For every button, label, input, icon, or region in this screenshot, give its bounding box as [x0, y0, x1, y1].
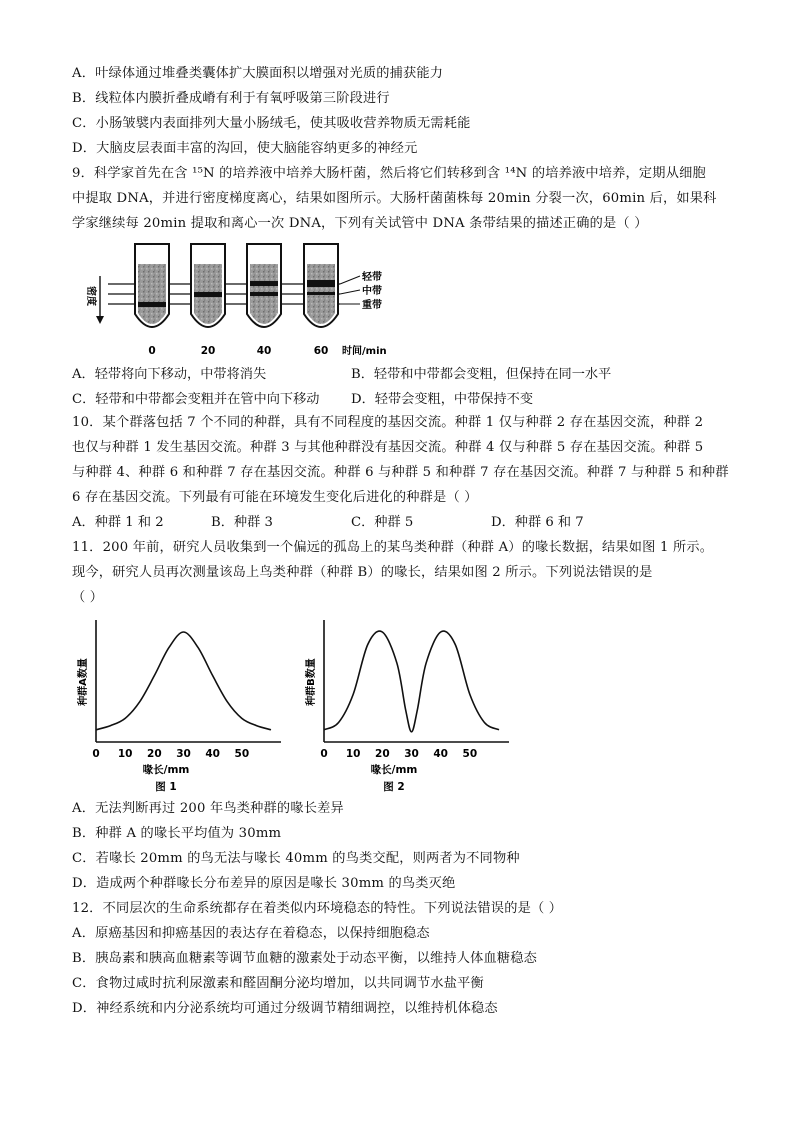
time-label-0: 0 — [148, 345, 156, 357]
x-tick-label: 30 — [404, 748, 419, 760]
tube-0min — [135, 244, 169, 327]
q12-stem: 12．不同层次的生命系统都存在着类似内环境稳态的特性。下列说法错误的是（ ） — [72, 901, 563, 916]
x-tick-label: 20 — [375, 748, 390, 760]
tube-60min — [304, 244, 338, 327]
x-tick-label: 0 — [92, 748, 100, 760]
x-tick-label: 50 — [234, 748, 250, 760]
x-tick-label: 40 — [205, 748, 220, 760]
q9-options-row-1 — [72, 366, 712, 384]
distribution-curve — [324, 631, 499, 732]
q9-option-a: A．轻带将向下移动，中带将消失 — [72, 367, 267, 382]
q10-stem-line-1: 10．某个群落包括 7 个不同的种群，具有不同程度的基因交流。种群 1 仅与种群 2 存在基因交流，种群 2 — [72, 415, 704, 430]
q11-stem-line-2: 现今，研究人员再次测量该岛上鸟类种群（种群 B）的喙长，结果如图 2 所示。下列说法错误的是 — [72, 565, 653, 580]
q8-option-a: A．叶绿体通过堆叠类囊体扩大膜面积以增强对光质的捕获能力 — [72, 66, 444, 81]
q11-option-d: D．造成两个种群喙长分布差异的原因是喙长 30mm 的鸟类灭绝 — [72, 876, 456, 891]
q11-chart-figure-2 — [304, 612, 534, 792]
band-label-heavy: 重带 — [362, 300, 382, 311]
x-tick-label: 40 — [433, 748, 448, 760]
y-axis-label: 种群B数量 — [306, 658, 317, 706]
q9-stem-line-1: 9．科学家首先在含 ¹⁵N 的培养液中培养大肠杆菌，然后将它们转移到含 ¹⁴N 的培养液中培养，定期从细胞 — [72, 166, 706, 181]
q9-stem-line-2: 中提取 DNA，并进行密度梯度离心，结果如图所示。大肠杆菌菌株每 20min 分裂一次，60min 后，如果科 — [72, 191, 717, 206]
q9-stem-line-3: 学家继续每 20min 提取和离心一次 DNA，下列有关试管中 DNA 条带结果的描述正确的是（ ） — [72, 216, 648, 231]
q10-option-d: D．种群 6 和 7 — [491, 515, 584, 530]
q8-option-b: B．线粒体内膜折叠成嵴有利于有氧呼吸第三阶段进行 — [72, 91, 390, 106]
q10-option-a: A．种群 1 和 2 — [72, 515, 164, 530]
time-label-20: 20 — [200, 345, 216, 357]
q11-stem-line-3: （ ） — [72, 590, 104, 605]
q10-stem-line-2: 也仅与种群 1 发生基因交流。种群 3 与其他种群没有基因交流。种群 4 仅与种群 5 存在基因交流。种群 5 — [72, 440, 704, 455]
q11-option-a: A．无法判断再过 200 年鸟类种群的喙长差异 — [72, 801, 344, 816]
q11-stem-line-1: 11．200 年前，研究人员收集到一个偏远的孤岛上的某鸟类种群（种群 A）的喙长数据，结果如图 1 所示。 — [72, 540, 714, 555]
q8-option-c: C．小肠皱襞内表面排列大量小肠绒毛，使其吸收营养物质无需耗能 — [72, 116, 471, 131]
x-axis-label: 喙长/mm — [142, 764, 190, 776]
x-tick-label: 10 — [345, 748, 361, 760]
q9-centrifuge-figure — [78, 236, 398, 360]
y-axis-label: 种群A数量 — [78, 658, 89, 706]
q11-option-c: C．若喙长 20mm 的鸟无法与喙长 40mm 的鸟类交配，则两者为不同物种 — [72, 851, 520, 866]
band-label-light: 轻带 — [362, 272, 382, 283]
time-axis-unit: 时间/min — [342, 346, 387, 357]
q10-stem-line-3: 与种群 4、种群 6 和种群 7 存在基因交流。种群 6 与种群 5 和种群 7 存在基因交流。种群 7 与种群 5 和种群 — [72, 465, 729, 480]
x-axis-label: 喙长/mm — [370, 764, 418, 776]
tube-40min — [247, 244, 281, 327]
q10-stem-line-4: 6 存在基因交流。下列最有可能在环境发生变化后进化的种群是（ ） — [72, 490, 478, 505]
q8-option-d: D．大脑皮层表面丰富的沟回，使大脑能容纳更多的神经元 — [72, 141, 418, 156]
density-label: 密度 — [85, 286, 96, 306]
q12-option-d: D．神经系统和内分泌系统均可通过分级调节精细调控，以维持机体稳态 — [72, 1001, 498, 1016]
q11-chart-figure-1 — [76, 612, 306, 792]
q12-option-a: A．原癌基因和抑癌基因的表达存在着稳态，以保持细胞稳态 — [72, 926, 430, 941]
q10-option-b: B．种群 3 — [211, 515, 273, 530]
x-tick-label: 50 — [462, 748, 478, 760]
figure-caption: 图 2 — [383, 781, 405, 792]
q12-option-c: C．食物过咸时抗利尿激素和醛固酮分泌均增加，以共同调节水盐平衡 — [72, 976, 484, 991]
time-label-40: 40 — [256, 345, 272, 357]
q9-option-d: D．轻带会变粗，中带保持不变 — [351, 392, 534, 407]
x-tick-label: 10 — [117, 748, 133, 760]
x-tick-label: 30 — [176, 748, 191, 760]
figure-caption: 图 1 — [155, 781, 177, 792]
tube-20min — [191, 244, 225, 327]
q10-option-c: C．种群 5 — [351, 515, 414, 530]
time-label-60: 60 — [313, 345, 329, 357]
x-tick-label: 0 — [320, 748, 328, 760]
distribution-curve — [96, 632, 271, 730]
q9-option-c: C．轻带和中带都会变粗并在管中向下移动 — [72, 392, 320, 407]
band-label-middle: 中带 — [362, 286, 382, 297]
q10-options — [72, 514, 712, 532]
q9-option-b: B．轻带和中带都会变粗，但保持在同一水平 — [351, 367, 612, 382]
q9-options-row-2 — [72, 391, 712, 409]
x-tick-label: 20 — [147, 748, 162, 760]
q12-option-b: B．胰岛素和胰高血糖素等调节血糖的激素处于动态平衡，以维持人体血糖稳态 — [72, 951, 538, 966]
q11-option-b: B．种群 A 的喙长平均值为 30mm — [72, 826, 282, 841]
